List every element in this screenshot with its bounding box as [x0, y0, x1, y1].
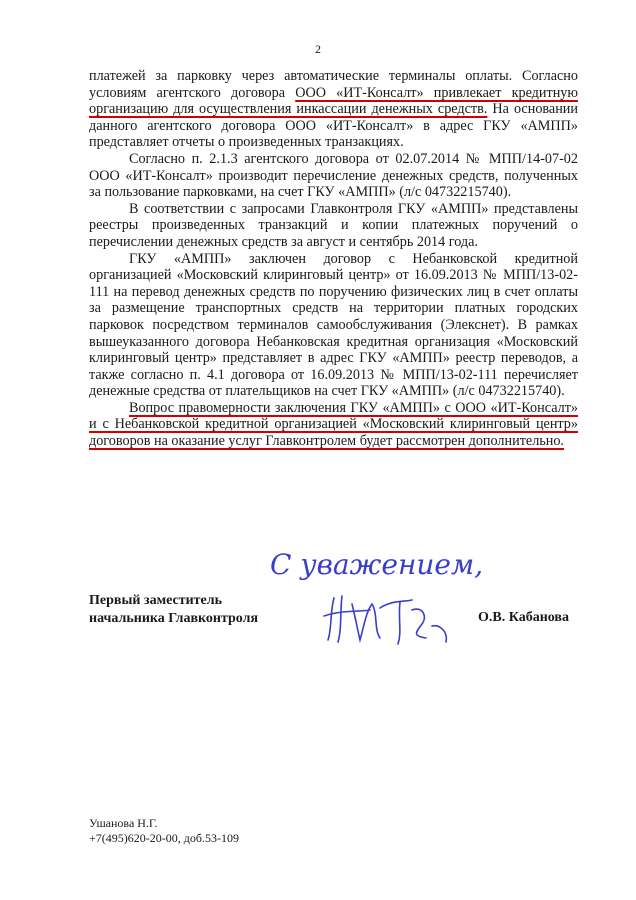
underlined-text: ООО «ИТ-Консалт» привлекает кредитную организацию для осуществления инкассации денежных средств. — [89, 84, 578, 118]
text-segment: В соответствии с запросами Главконтроля ГКУ «АМПП» представлены реестры произведенных транзакций и копии платежных поручений о перечислении денежных средств за август и сентябрь 2014 года. — [89, 200, 578, 250]
handwritten-signature — [262, 540, 512, 650]
signatory-title-line1: Первый заместитель — [89, 593, 222, 608]
paragraph — [89, 251, 578, 400]
paragraph — [89, 151, 578, 201]
signatory-title — [89, 592, 258, 628]
executor-name: Ушанова Н.Г. — [89, 816, 158, 830]
handwritten-note: С уважением, — [270, 548, 484, 581]
paragraph — [89, 201, 578, 251]
signatory-name: О.В. Кабанова — [478, 610, 569, 625]
signatory-title-line2: начальника Главконтроля — [89, 611, 259, 626]
paragraph — [89, 68, 578, 151]
executor-info — [89, 816, 239, 846]
letter-body — [89, 68, 578, 450]
text-segment: Согласно п. 2.1.3 агентского договора от 02.07.2014 № МПП/14-07-02 ООО «ИТ-Консалт» производит перечисление денежных средств, полученных за пользование парковками, на счет ГКУ «АМПП» (л/с 04732215740). — [89, 150, 578, 201]
text-segment: платежей за парковку через автоматические терминалы оплаты. Согласно условиям агентского договора — [89, 68, 578, 101]
paragraph — [89, 400, 578, 450]
text-segment: На основании данного агентского договора ООО «ИТ-Консалт» в адрес ГКУ «АМПП» представляет отчеты о произведенных транзакциях. — [89, 101, 578, 151]
executor-phone: +7(495)620-20-00, доб.53-109 — [89, 831, 239, 845]
page-number: 2 — [315, 42, 321, 56]
text-segment: ГКУ «АМПП» заключен договор с Небанковской кредитной организацией «Московский клиринговый центр» от 16.09.2013 № МПП/13-02-111 на перевод денежных средств по поручению физических лиц в счет оплаты за размещение транспортных средств на территории платных городских парковок посредством терминалов самообслуживания (Элекснет). В рамках вышеуказанного договора Небанковская кредитная организация «Московский клиринговый центр» представляет в адрес ГКУ «АМПП» реестр переводов, а также согласно п. 4.1 договора от 16.09.2013 № МПП/13-02-111 перечисляет денежные средства от плательщиков на счет ГКУ «АМПП» (л/с 04732215740). — [89, 250, 578, 400]
underlined-text: Вопрос правомерности заключения ГКУ «АМПП» с ООО «ИТ-Консалт» и с Небанковской кредитной организацией «Московский клиринговый центр» договоров на оказание услуг Главконтролем будет рассмотрен дополнительно. — [89, 399, 578, 450]
signature-scribble — [324, 596, 446, 644]
